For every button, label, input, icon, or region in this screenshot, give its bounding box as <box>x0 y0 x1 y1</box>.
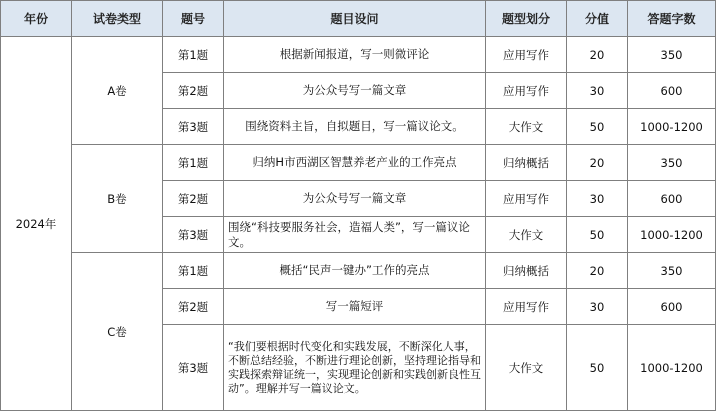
question-words: 1000-1200 <box>628 217 716 253</box>
question-words: 600 <box>628 73 716 109</box>
paper-a-cell: A卷 <box>72 37 163 145</box>
header-question-number: 题号 <box>163 1 224 37</box>
question-score: 20 <box>567 37 628 73</box>
year-cell: 2024年 <box>1 37 72 411</box>
header-score: 分值 <box>567 1 628 37</box>
question-words: 1000-1200 <box>628 325 716 411</box>
question-text: “我们要根据时代变化和实践发展，不断深化人事，不断总结经验，不断进行理论创新，坚持理论指导和实践探索辩证统一，实现理论创新和实践创新良性互动”。理解并写一篇议论文。 <box>224 325 486 411</box>
question-type: 应用写作 <box>486 37 567 73</box>
question-type: 应用写作 <box>486 289 567 325</box>
question-text: 概括“民声一键办”工作的亮点 <box>224 253 486 289</box>
question-score: 30 <box>567 181 628 217</box>
question-number: 第1题 <box>163 145 224 181</box>
question-number: 第3题 <box>163 217 224 253</box>
header-question-prompt: 题目设问 <box>224 1 486 37</box>
question-text: 围绕“科技要服务社会，造福人类”，写一篇议论文。 <box>224 217 486 253</box>
question-score: 50 <box>567 109 628 145</box>
question-score: 30 <box>567 289 628 325</box>
question-number: 第2题 <box>163 289 224 325</box>
question-words: 600 <box>628 181 716 217</box>
question-type: 归纳概括 <box>486 145 567 181</box>
question-type: 应用写作 <box>486 181 567 217</box>
paper-c-cell: C卷 <box>72 253 163 411</box>
header-word-count: 答题字数 <box>628 1 716 37</box>
question-number: 第3题 <box>163 109 224 145</box>
question-text: 围绕资料主旨，自拟题目，写一篇议论文。 <box>224 109 486 145</box>
question-number: 第1题 <box>163 37 224 73</box>
question-number: 第2题 <box>163 73 224 109</box>
question-text: 为公众号写一篇文章 <box>224 181 486 217</box>
question-text: 归纳H市西湖区智慧养老产业的工作亮点 <box>224 145 486 181</box>
header-year: 年份 <box>1 1 72 37</box>
question-text: 写一篇短评 <box>224 289 486 325</box>
question-score: 50 <box>567 217 628 253</box>
question-words: 350 <box>628 37 716 73</box>
question-score: 30 <box>567 73 628 109</box>
question-number: 第2题 <box>163 181 224 217</box>
header-paper-type: 试卷类型 <box>72 1 163 37</box>
question-words: 1000-1200 <box>628 109 716 145</box>
question-words: 350 <box>628 253 716 289</box>
question-score: 20 <box>567 253 628 289</box>
table-row <box>1 253 716 289</box>
question-score: 50 <box>567 325 628 411</box>
table-row <box>1 145 716 181</box>
paper-b-cell: B卷 <box>72 145 163 253</box>
question-type: 应用写作 <box>486 73 567 109</box>
question-text: 根据新闻报道，写一则微评论 <box>224 37 486 73</box>
header-question-type: 题型划分 <box>486 1 567 37</box>
question-words: 600 <box>628 289 716 325</box>
question-score: 20 <box>567 145 628 181</box>
question-type: 大作文 <box>486 325 567 411</box>
header-row <box>1 1 716 37</box>
question-type: 大作文 <box>486 109 567 145</box>
question-text: 为公众号写一篇文章 <box>224 73 486 109</box>
question-words: 350 <box>628 145 716 181</box>
question-number: 第3题 <box>163 325 224 411</box>
question-type: 大作文 <box>486 217 567 253</box>
table-row <box>1 37 716 73</box>
question-number: 第1题 <box>163 253 224 289</box>
question-type: 归纳概括 <box>486 253 567 289</box>
